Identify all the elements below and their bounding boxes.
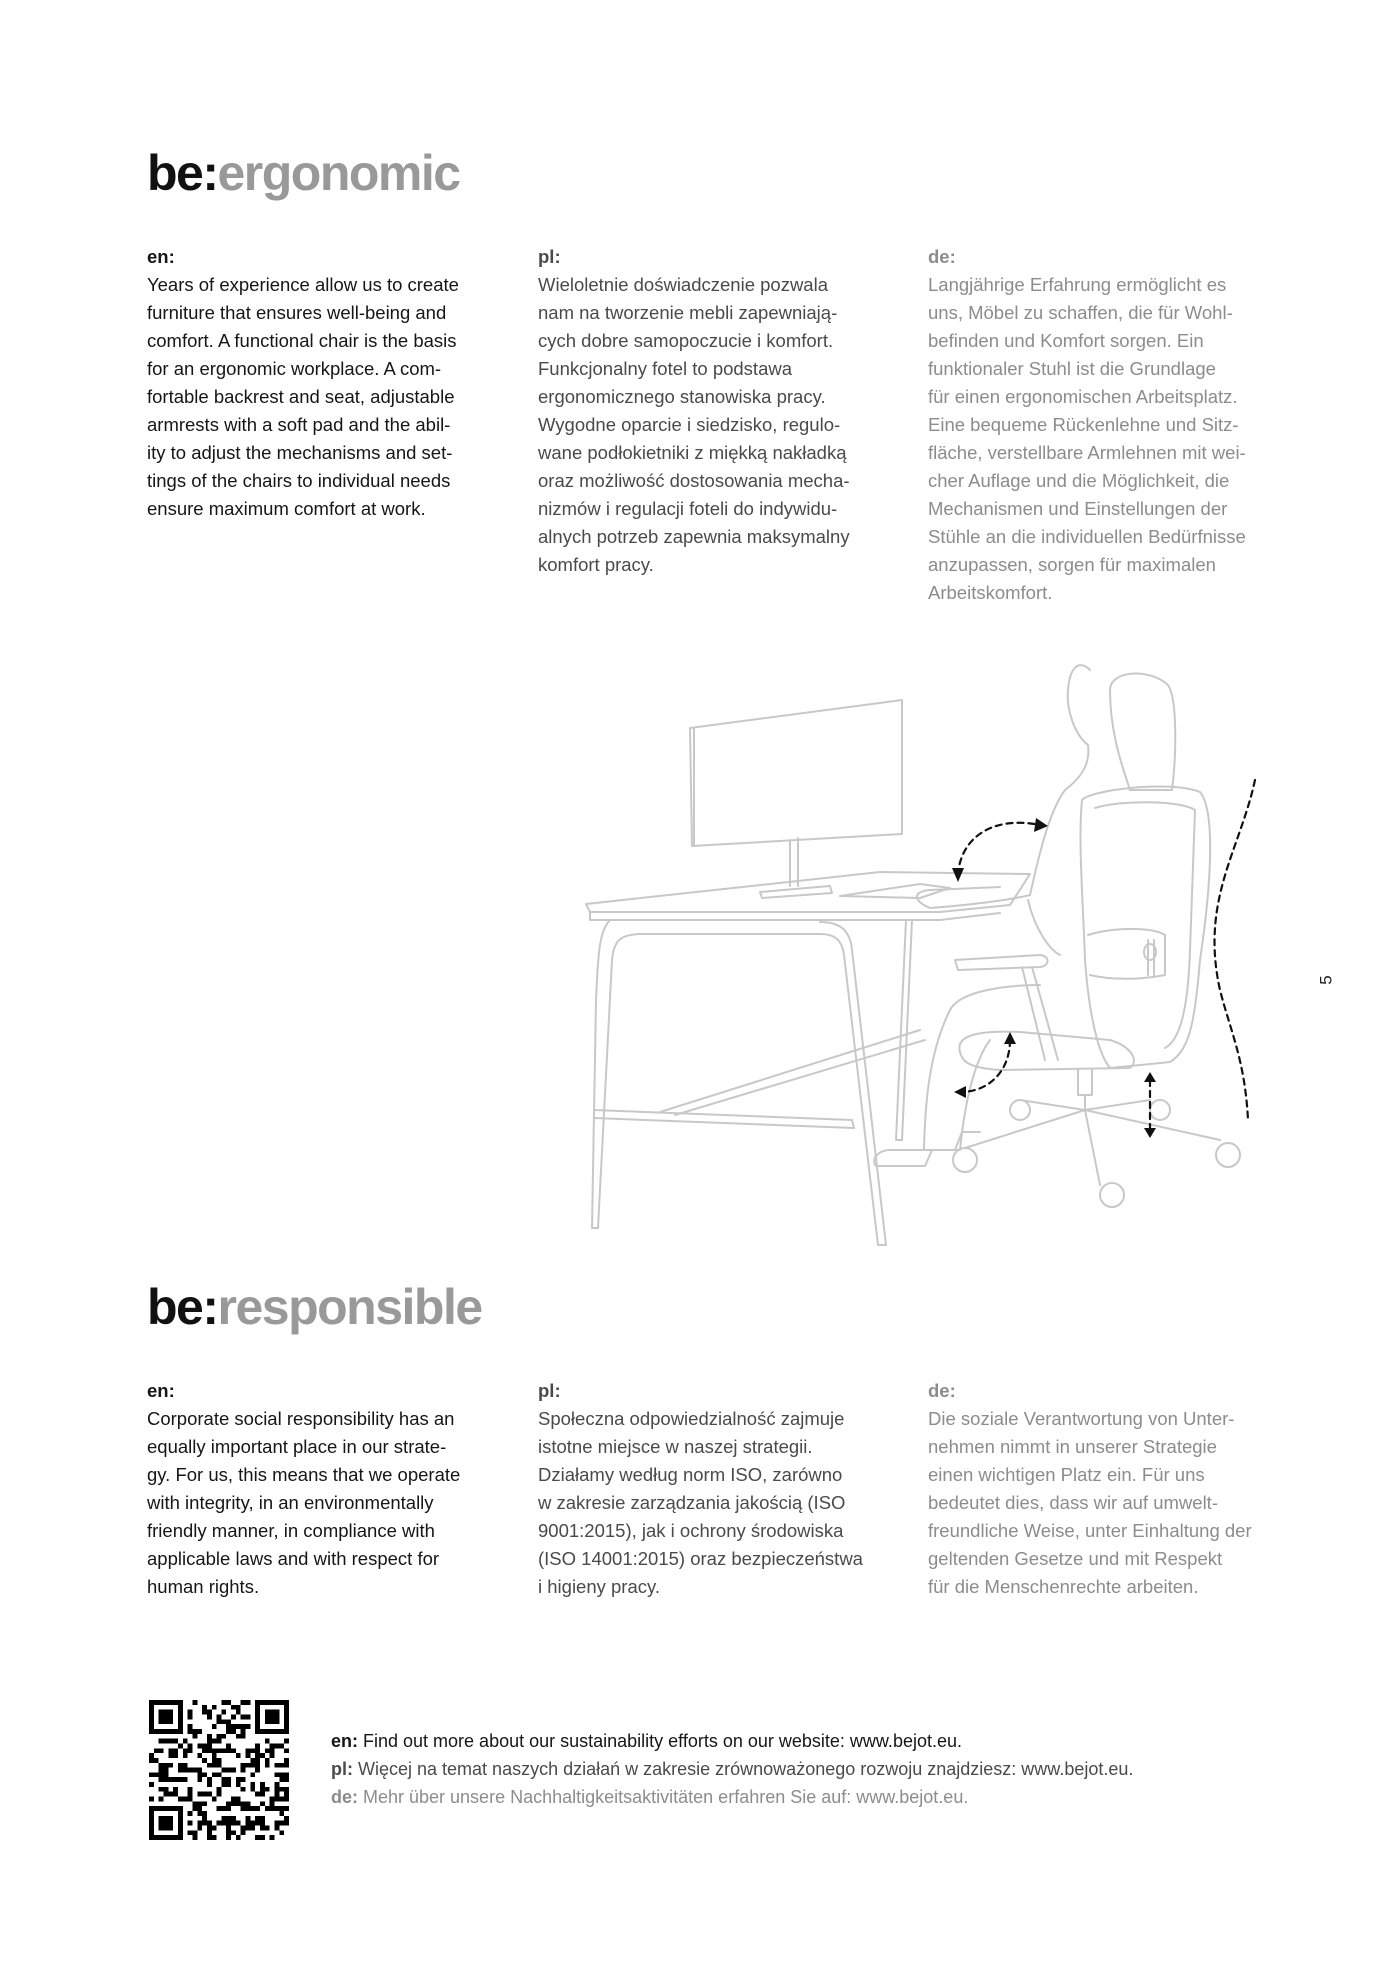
lang-label: de:	[928, 1380, 956, 1401]
monitor-icon	[690, 700, 902, 898]
lang-label: de:	[928, 246, 956, 267]
ergonomic-de-column	[928, 243, 1288, 607]
lang-label: pl:	[331, 1759, 353, 1779]
paragraph: Społeczna odpowiedzialność zajmuje istotne miejsce w naszej strategii. Działamy według norm ISO, zarówno w zakresie zarządzania jakością (ISO 9001:2015), jak i ochrony środowiska (ISO 14001:2015) oraz bezpieczeństwa i higieny pracy.	[538, 1408, 863, 1597]
ergonomic-en-column	[147, 243, 507, 523]
footer-text: Find out more about our sustainability efforts on our website: www.bejot.eu.	[358, 1731, 962, 1751]
paragraph: Wieloletnie doświadczenie pozwala nam na tworzenie mebli zapewniają- cych dobre samopoczucie i komfort. Funkcjonalny fotel to podstawa ergonomicznego stanowiska pracy. Wygodne oparcie i siedzisko, regulo- wane podłokietniki z miękką nakładką oraz możliwość dostosowania mecha- nizmów i regulacji foteli do indywidu- alnych potrzeb zapewnia maksymalny komfort pracy.	[538, 274, 850, 575]
section-title-ergonomic	[147, 145, 460, 201]
responsible-en-column	[147, 1377, 507, 1601]
chair-icon	[953, 674, 1240, 1207]
ergonomic-workstation-illustration	[580, 650, 1270, 1260]
footer-text: Więcej na temat naszych działań w zakresie zrównoważonego rozwoju znajdziesz: www.bejot.eu.	[353, 1759, 1134, 1779]
responsible-pl-column	[538, 1377, 898, 1601]
responsible-de-column	[928, 1377, 1288, 1601]
section-title-responsible	[147, 1279, 482, 1335]
footer-line-pl	[331, 1755, 1133, 1783]
footer-text: Mehr über unsere Nachhaltigkeitsaktivitäten erfahren Sie auf: www.bejot.eu.	[358, 1787, 969, 1807]
paragraph: Corporate social responsibility has an equally important place in our strate- gy. For us, this means that we operate with integrity, in an environmentally friendly manner, in compliance with applicable laws and with respect for human rights.	[147, 1408, 461, 1597]
paragraph: Years of experience allow us to create furniture that ensures well-being and comfort. A functional chair is the basis for an ergonomic workplace. A com- fortable backrest and seat, adjustable armrests with a soft pad and the abil- ity to adjust the mechanisms and set- tings of the chairs to individual needs ensure maximum comfort at work.	[147, 274, 459, 519]
paragraph: Langjährige Erfahrung ermöglicht es uns, Möbel zu schaffen, die für Wohl- befinden und Komfort sorgen. Ein funktionaler Stuhl ist die Grundlage für einen ergonomischen Arbeitsplatz. Eine bequeme Rückenlehne und Sitz- fläche, verstellbare Armlehnen mit wei- cher Auflage und die Möglichkeit, die Mechanismen und Einstellungen der Stühle an die individuellen Bedürfnisse anzupassen, sorgen für maximalen Arbeitskomfort.	[928, 274, 1246, 603]
lang-label: en:	[147, 1380, 175, 1401]
title-prefix: be:	[147, 1279, 218, 1335]
paragraph: Die soziale Verantwortung von Unter- nehmen nimmt in unserer Strategie einen wichtigen Platz ein. Für uns bedeutet dies, dass wir auf umwelt- freundliche Weise, unter Einhaltung der geltenden Gesetze und mit Respekt für die Menschenrechte arbeiten.	[928, 1408, 1252, 1597]
lang-label: en:	[331, 1731, 358, 1751]
lang-label: en:	[147, 246, 175, 267]
lang-label: pl:	[538, 1380, 561, 1401]
lang-label: pl:	[538, 246, 561, 267]
footer-line-en	[331, 1727, 962, 1755]
title-word: ergonomic	[217, 145, 460, 201]
page-number: 5	[1316, 975, 1336, 985]
lang-label: de:	[331, 1787, 358, 1807]
ergonomic-pl-column	[538, 243, 898, 579]
footer-line-de	[331, 1783, 968, 1811]
title-word: responsible	[217, 1279, 482, 1335]
title-prefix: be:	[147, 145, 218, 201]
qr-code-icon[interactable]	[149, 1700, 289, 1840]
